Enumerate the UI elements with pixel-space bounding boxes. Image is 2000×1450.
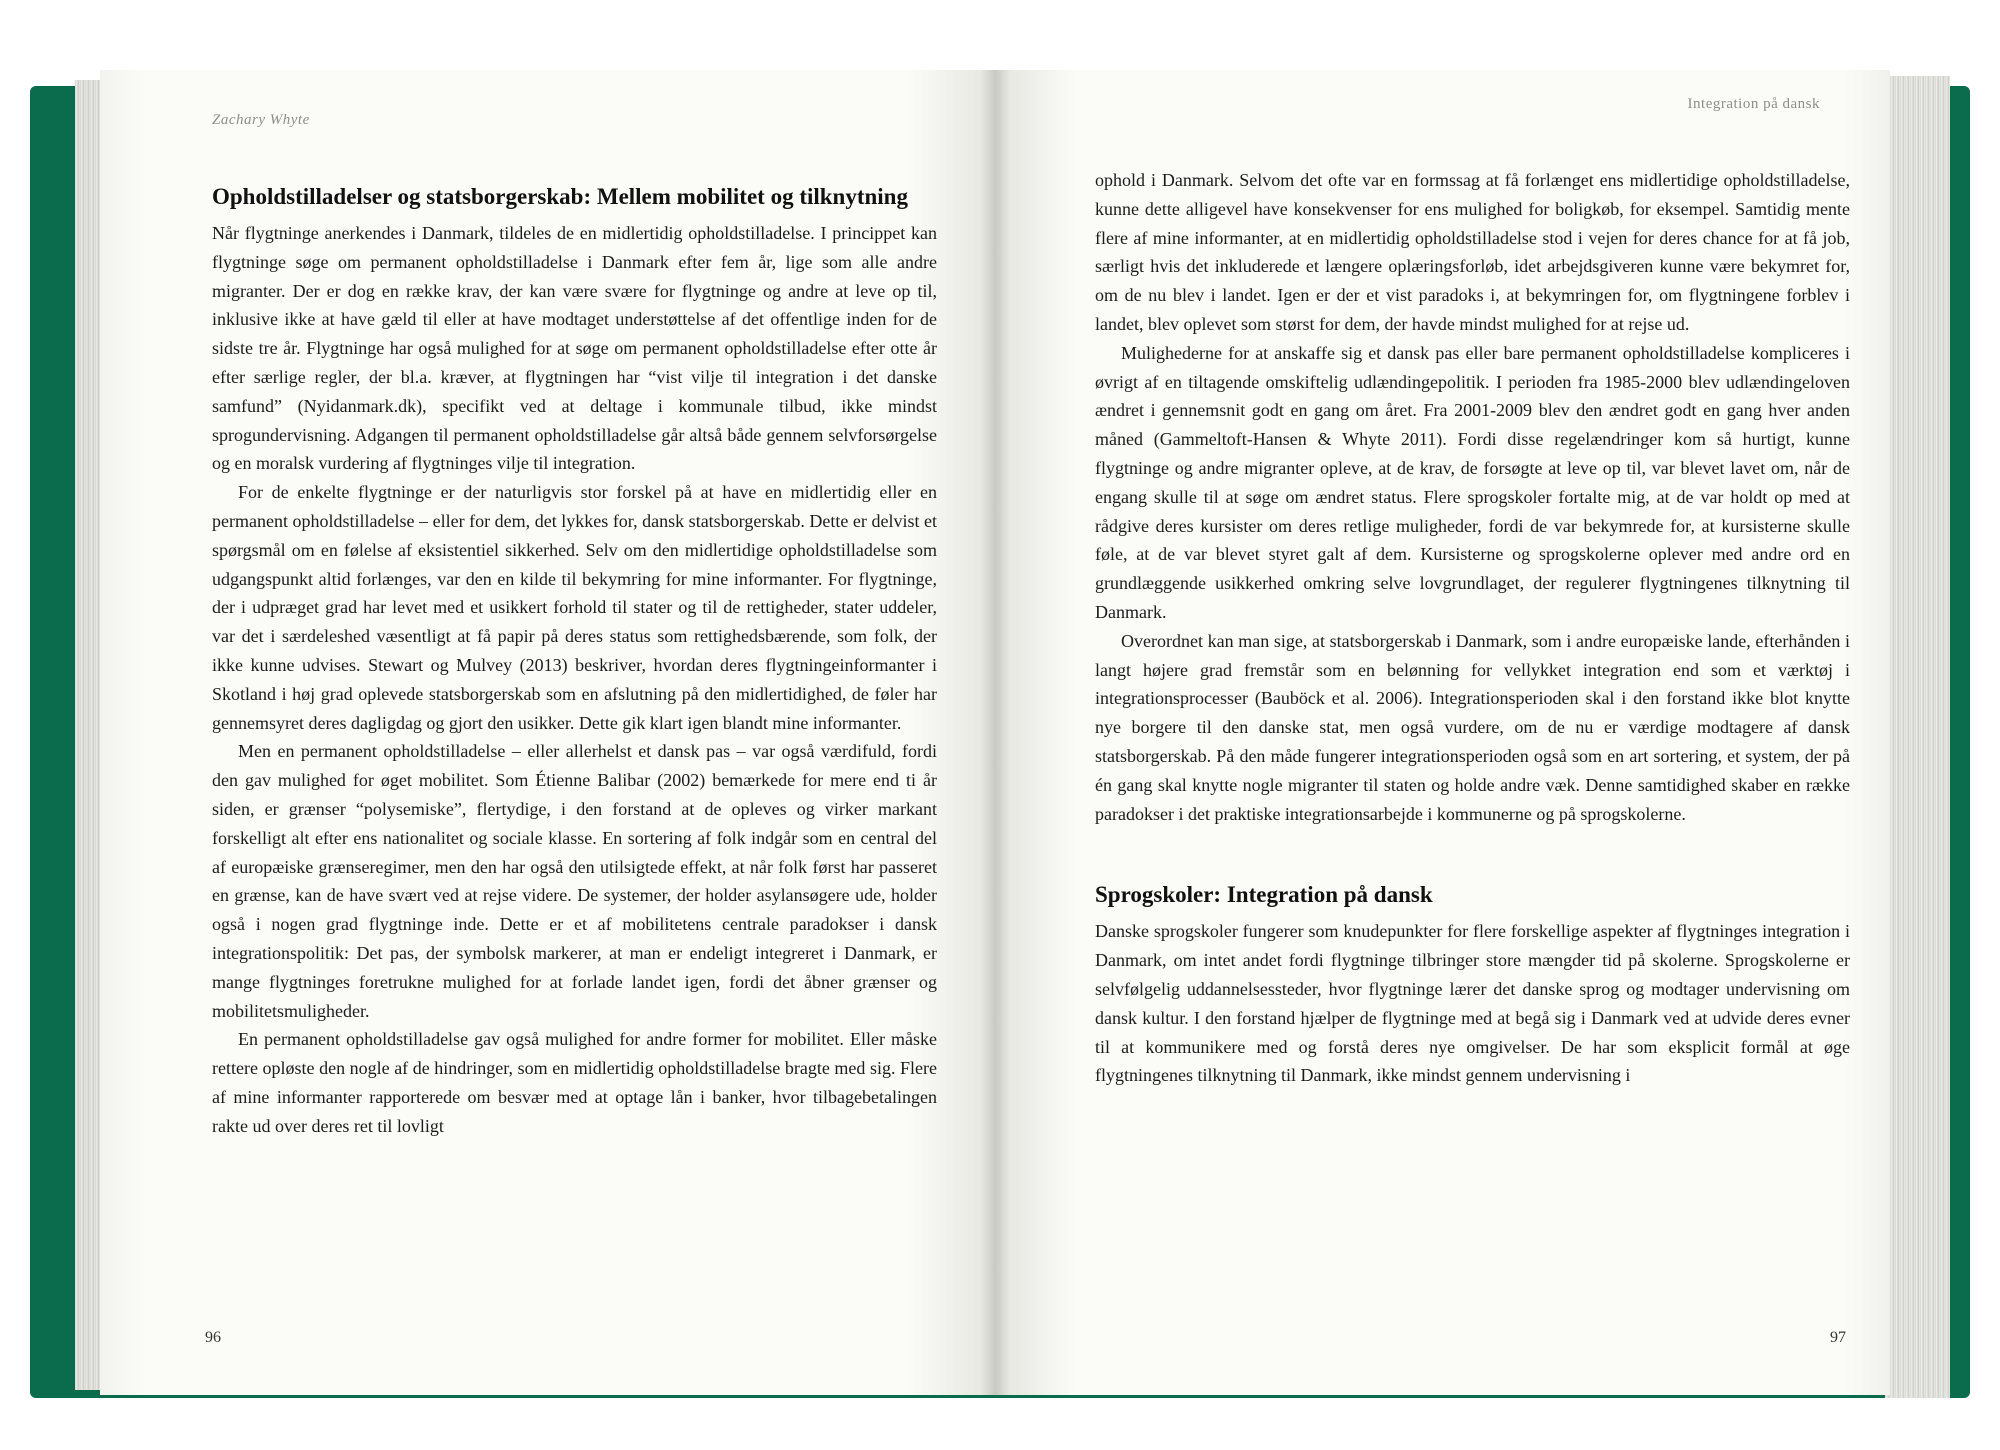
running-head-title: Integration på dansk: [1687, 96, 1820, 112]
right-page: [995, 70, 1890, 1395]
paragraph: Mulighederne for at anskaffe sig et dansk pas eller bare permanent opholdstilladelse kompliceres i øvrigt af en tiltagende omskiftelig udlændingepolitik. I perioden fra 1985-2000 blev udlændingeloven ændret i gennemsnit godt en gang om året. Fra 2001-2009 blev den ændret godt en gang hver anden måned (Gammeltoft-Hansen & Whyte 2011). Fordi disse regelændringer kom så hurtigt, kunne flygtninge og andre migranter opleve, at de krav, de forsøgte at leve op til, var blevet lavet om, når de engang skulle til at søge om ændret status. Flere sprogskoler fortalte mig, at de var holdt op med at rådgive deres kursister om deres retlige muligheder, fordi de var bekymrede for, at kursisterne skulle føle, at de var blevet styret galt af dem. Kursisterne og sprogskolerne oplever med andre ord en grundlæggende usikkerhed omkring selve lovgrundlaget, der regulerer flygtningenes tilknytning til Danmark.: [1095, 342, 1850, 622]
running-head-author: Zachary Whyte: [212, 112, 310, 128]
paragraph: Men en permanent opholdstilladelse – eller allerhelst et dansk pas – var også værdifuld, fordi den gav mulighed for øget mobilitet. Som Étienne Balibar (2002) bemærkede for mere end ti år siden, er grænser “polysemiske”, flertydige, i den forstand at de opleves og virker markant forskelligt alt efter ens nationalitet og sociale klasse. En sortering af folk indgår som en central del af europæiske grænseregimer, men den har også den utilsigtede effekt, at når folk først har passeret en grænse, kan de have svært ved at rejse videre. De systemer, der holder asylansøgere ude, holder også i nogen grad flygtninge inde. Dette er et af mobilitetens centrale paradokser i dansk integrationspolitik: Det pas, der symbolsk markerer, at man er endeligt integreret i Danmark, er mange flygtninges foretrukne mulighed for at forlade landet igen, fordi det åbner grænser og mobilitetsmuligheder.: [212, 741, 937, 1021]
paragraph: For de enkelte flygtninge er der naturligvis stor forskel på at have en midlertidig eller en permanent opholdstilladelse – eller for dem, det lykkes for, dansk statsborgerskab. Dette er delvist et spørgsmål om en følelse af eksistentiel sikkerhed. Selv om den midlertidige opholdstilladelse som udgangspunkt altid forlænges, var den en kilde til bekymring for mine informanter. For flygtninge, der i udpræget grad har levet med et usikkert forhold til stater og til de rettigheder, stater uddeler, var det i særdeleshed væsentligt at få papir på deres status som rettighedsbærende, som folk, der ikke kunne udvises. Stewart og Mulvey (2013) beskriver, hvordan deres flygtningeinformanter i Skotland i høj grad oplevede statsborgerskab som en afslutning på den midlertidighed, de føler har gennemsyret deres dagligdag og gjort den usikker. Dette gik klart igen blandt mine informanter.: [212, 482, 937, 733]
section-heading: Sprogskoler: Integration på dansk: [1095, 882, 1433, 908]
paragraph: Danske sprogskoler fungerer som knudepunkter for flere forskellige aspekter af flygtninges integration i Danmark, om intet andet fordi flygtninge tilbringer store mængder tid på skolerne. Sprogskolerne er selvfølgelig uddannelsessteder, hvor flygtninge lærer det danske sprog og modtager undervisning om dansk kultur. I den forstand hjælper de flygtninge med at begå sig i Danmark ved at udvide deres evner til at kommunikere med og forstå deres nye omgivelser. De har som eksplicit formål at øge flygtningenes tilknytning til Danmark, ikke mindst gennem undervisning i: [1095, 921, 1850, 1086]
paragraph: Overordnet kan man sige, at statsborgerskab i Danmark, som i andre europæiske lande, efterhånden i langt højere grad fremstår som en belønning for vellykket integration end som et værktøj i integrationsprocesser (Bauböck et al. 2006). Integrationsperioden skal i den forstand ikke blot knytte nye borgere til den danske stat, men også vurdere, om de nu er værdige modtagere af dansk statsborgerskab. På den måde fungerer integrationsperioden også som en art sortering, et system, der på én gang skal knytte nogle migranter til staten og holde andre væk. Denne samtidighed skaber en række paradokser i det praktiske integrationsarbejde i kommunerne og på sprogskolerne.: [1095, 630, 1850, 824]
page-number: 96: [205, 1329, 221, 1346]
page-edges-right: [1885, 76, 1950, 1398]
section-heading: Opholdstilladelser og statsborgerskab: Mellem mobilitet og tilknytning: [212, 184, 908, 209]
paragraph: En permanent opholdstilladelse gav også mulighed for andre former for mobilitet. Eller måske rettere opløste den nogle af de hindringer, som en midlertidig opholdstilladelse bragte med sig. Flere af mine informanter rapporterede om besvær med at optage lån i banker, hvor tilbagebetalingen rakte ud over deres ret til lovligt: [212, 1029, 937, 1136]
left-page: [100, 70, 995, 1395]
book-gutter: [980, 70, 1010, 1395]
paragraph: Når flygtninge anerkendes i Danmark, tildeles de en midlertidig opholdstilladelse. I princippet kan flygtninge søge om permanent opholdstilladelse i Danmark efter fem år, lige som alle andre migranter. Der er dog en række krav, der kan være svære for flygtninge og andre at leve op til, inklusive ikke at have gæld til eller at have modtaget understøttelse af det offentlige inden for de sidste tre år. Flygtninge har også mulighed for at søge om permanent opholdstilladelse efter otte år efter særlige regler, der bl.a. kræver, at flygtningen har “vist vilje til integration i det danske samfund” (Nyidanmark.dk), specifikt ved at deltage i kommunale tilbud, ikke mindst sprogundervisning. Adgangen til permanent opholdstilladelse går altså både gennem selvforsørgelse og en moralsk vurdering af flygtninges vilje til integration.: [212, 223, 937, 474]
page-number: 97: [1830, 1329, 1846, 1346]
paragraph: ophold i Danmark. Selvom det ofte var en formssag at få forlænget ens midlertidige opholdstilladelse, kunne dette alligevel have konsekvenser for ens mulighed for boligkøb, for eksempel. Samtidig mente flere af mine informanter, at en midlertidig opholdstilladelse stod i vejen for deres chance for at få job, særligt hvis det inkluderede et længere oplæringsforløb, idet arbejdsgiveren kunne være bekymret for, om de nu blev i landet. Igen er der et vist paradoks i, at bekymringen for, om flygtningene forblev i landet, blev oplevet som størst for dem, der havde mindst mulighed for at rejse ud.: [1095, 170, 1850, 334]
